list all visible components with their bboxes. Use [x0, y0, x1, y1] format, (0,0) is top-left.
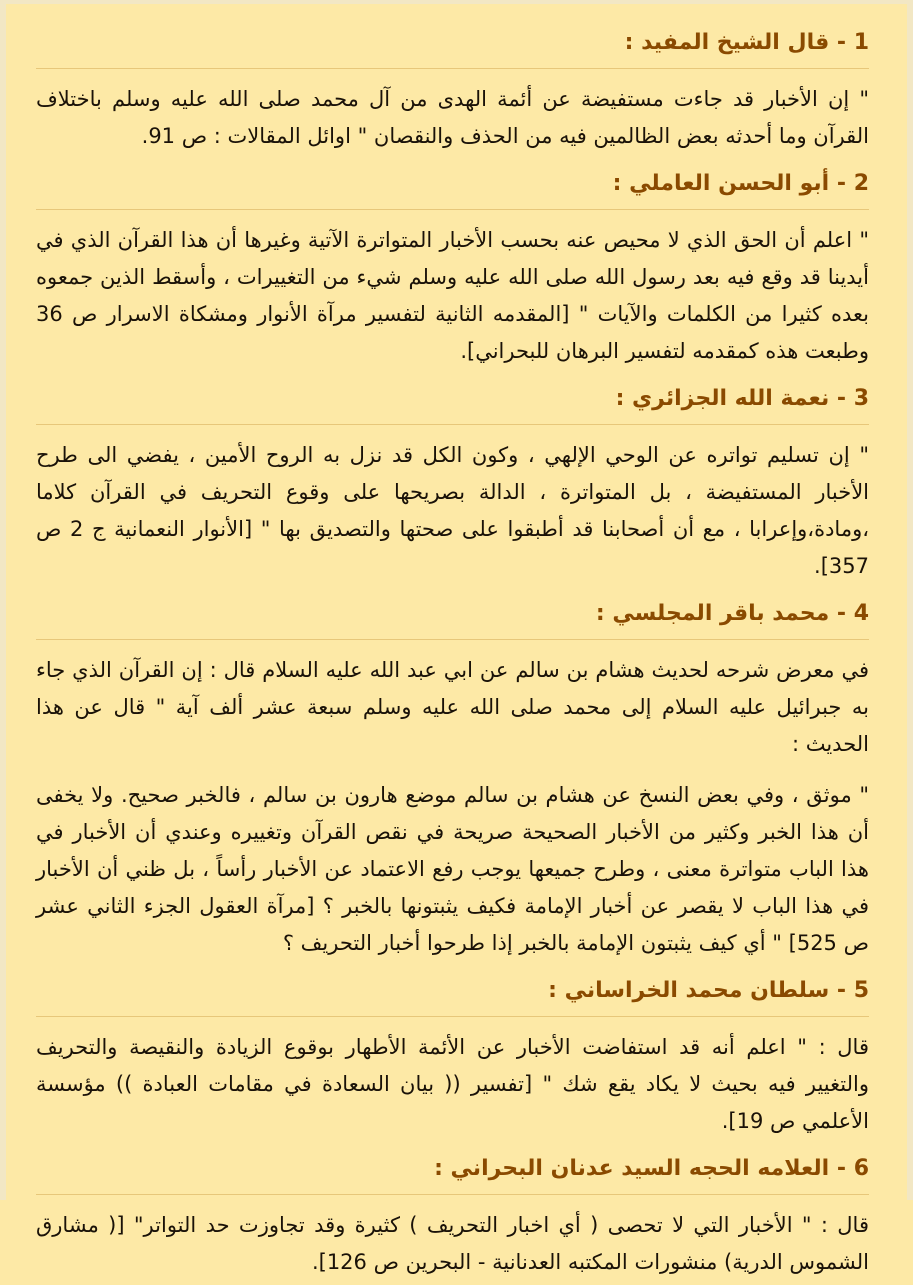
- section-5: [36, 966, 869, 1140]
- section-heading: 6 - العلامه الحجه السيد عدنان البحراني :: [434, 1156, 869, 1181]
- divider: [36, 68, 869, 69]
- section-paragraph: " اعلم أن الحق الذي لا محيص عنه بحسب الأخبار المتواترة الآتية وغيرها أن هذا القرآن الذي في أيدينا قد وقع فيه بعد رسول الله صلى الله عليه وسلم شيء من التغييرات ، وأسقط الذين جمعوه بعده كثيرا من الكلمات والآيات " [المقدمه الثانية لتفسير مرآة الأنوار ومشكاة الاسرار ص 36 وطبعت هذه كمقدمه لتفسير البرهان للبحراني].: [36, 228, 869, 363]
- section-2: [36, 159, 869, 370]
- divider: [36, 639, 869, 640]
- section-heading: 1 - قال الشيخ المفيد :: [624, 30, 869, 55]
- section-paragraph: " موثق ، وفي بعض النسخ عن هشام بن سالم موضع هارون بن سالم ، فالخبر صحيح. ولا يخفى أن هذا الخبر وكثير من الأخبار الصحيحة صريحة في نقص القرآن وتغييره وعندي أن الأخبار في هذا الباب متواترة معنى ، وطرح جميعها يوجب رفع الاعتماد عن الأخبار رأساً ، بل ظني أن الأخبار في هذا الباب لا يقصر عن أخبار الإمامة فكيف يثبتونها بالخبر ؟ [مرآة العقول الجزء الثاني عشر ص 525] " أي كيف يثبتون الإمامة بالخبر إذا طرحوا أخبار التحريف ؟: [36, 783, 869, 955]
- section-paragraph: " إن تسليم تواتره عن الوحي الإلهي ، وكون الكل قد نزل به الروح الأمين ، يفضي الى طرح الأخبار المستفيضة ، بل المتواترة ، الدالة بصريحها على وقوع التحريف في القرآن كلاما ،ومادة،وإعرابا ، مع أن أصحابنا قد أطبقوا على صحتها والتصديق بها " [الأنوار النعمانية ج 2 ص 357].: [36, 443, 869, 578]
- divider: [36, 1016, 869, 1017]
- section-3: [36, 374, 869, 585]
- section-heading: 2 - أبو الحسن العاملي :: [612, 171, 869, 196]
- section-6: [36, 1144, 869, 1281]
- divider: [36, 1194, 869, 1195]
- section-paragraph: قال : " الأخبار التي لا تحصى ( أي اخبار التحريف ) كثيرة وقد تجاوزت حد التواتر" [( مشارق الشموس الدرية) منشورات المكتبه العدنانية - البحرين ص 126].: [36, 1213, 869, 1274]
- section-paragraph: قال : " اعلم أنه قد استفاضت الأخبار عن الأئمة الأطهار بوقوع الزيادة والنقيصة والتحريف والتغيير فيه بحيث لا يكاد يقع شك " [تفسير (( بيان السعادة في مقامات العبادة )) مؤسسة الأعلمي ص 19].: [36, 1035, 869, 1133]
- divider: [36, 209, 869, 210]
- section-heading: 5 - سلطان محمد الخراساني :: [548, 978, 869, 1003]
- section-paragraph: " إن الأخبار قد جاءت مستفيضة عن أئمة الهدى من آل محمد صلى الله عليه وسلم باختلاف القرآن وما أحدثه بعض الظالمين فيه من الحذف والنقصان " اوائل المقالات : ص 91.: [36, 87, 869, 148]
- section-1: [36, 18, 869, 155]
- section-4: [36, 589, 869, 962]
- divider: [36, 424, 869, 425]
- section-heading: 3 - نعمة الله الجزائري :: [615, 386, 869, 411]
- document-content: [36, 18, 869, 1285]
- section-heading: 4 - محمد باقر المجلسي :: [595, 601, 869, 626]
- section-paragraph: في معرض شرحه لحديث هشام بن سالم عن ابي عبد الله عليه السلام قال : إن القرآن الذي جاء به جبرائيل عليه السلام إلى محمد صلى الله عليه وسلم سبعة عشر ألف آية " قال عن هذا الحديث :: [36, 658, 869, 756]
